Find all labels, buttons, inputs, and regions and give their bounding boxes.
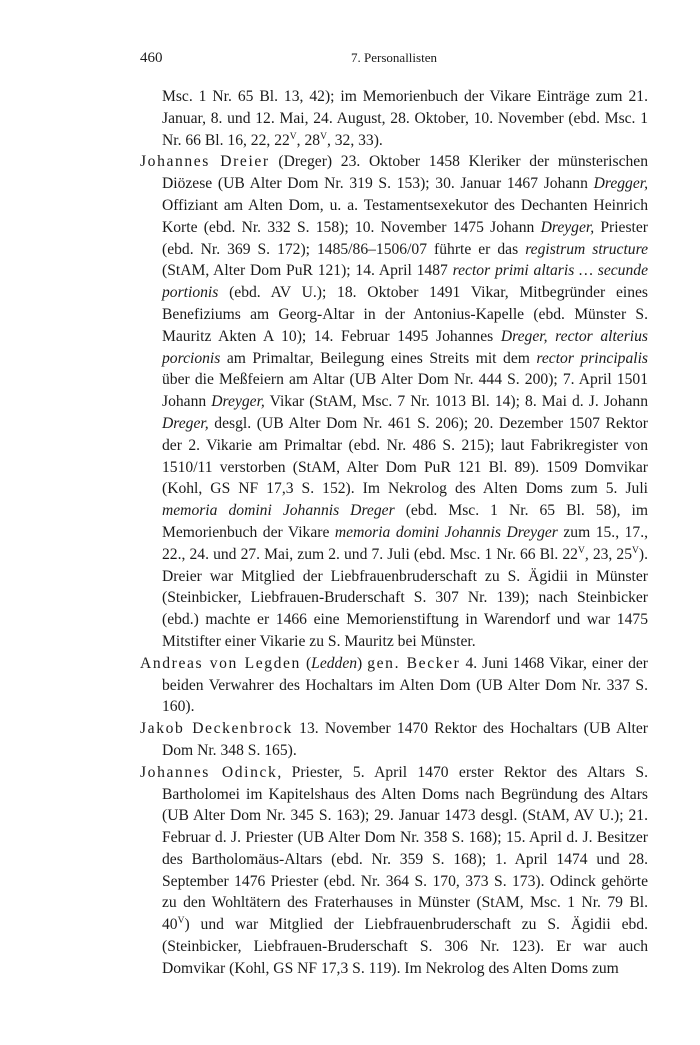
running-head: 7. Personallisten	[351, 50, 437, 65]
page-number: 460	[140, 50, 163, 66]
person-entry	[140, 762, 648, 980]
body-text	[140, 86, 648, 980]
entry-text: ). Dreier war Mitglied der Liebfrauenbruderschaft zu S. Ägidii in Münster (Steinbicker, Liebfrauen-Bruderschaft S. 307 Nr. 139); nach Steinbicker (ebd.) machte er 1466 eine Memorienstiftung in Warendorf und war 1475 Mitstifter einer Vikarie zu S. Mauritz bei Münster.	[162, 545, 648, 650]
entry-text: (Dreger) 23. Oktober 1458 Kleriker der münsterischen Diözese (UB Alter Dom Nr. 319 S. 153); 30. Januar 1467 Johann	[162, 153, 648, 193]
italic-text: rector principalis	[536, 349, 648, 367]
superscript: V	[632, 545, 639, 556]
entry-text: , 28	[296, 131, 321, 149]
entry-text: Msc. 1 Nr. 65 Bl. 13, 42); im Memorienbuch der Vikare Einträge zum 21. Januar, 8. und 12. Mai, 24. August, 28. Oktober, 10. November (ebd. Msc. 1 Nr. 66 Bl. 16, 22, 22	[162, 88, 648, 149]
entry-text: (ebd. Msc. 1 Nr. 65 Bl. 58), im Memorienbuch der Vikare	[162, 502, 649, 541]
superscript: V	[320, 131, 327, 142]
italic-text: Dregger,	[593, 175, 648, 193]
person-name: Johannes Dreier	[140, 153, 270, 171]
superscript: V	[577, 545, 585, 556]
person-entry	[140, 653, 648, 718]
italic-text: Dreyger,	[211, 393, 265, 411]
entry-text: am Primaltar, Beilegung eines Streits mit dem	[220, 349, 537, 367]
italic-text: Dreyger,	[540, 218, 595, 236]
person-name: Andreas von Legden	[140, 654, 301, 672]
person-entry	[140, 151, 648, 652]
person-entry	[140, 718, 648, 762]
entry-text: desgl. (UB Alter Dom Nr. 461 S. 206); 20. Dezember 1507 Rektor der 2. Vikarie am Primaltar (ebd. Nr. 486 S. 215); laut Fabrikregister von 1510/11 verstorben (StAM, Alter Dom PuR 121 Bl. 89). 1509 Domvikar (Kohl, GS NF 17,3 S. 152). Im Nekrolog des Alten Doms zum 5. Juli	[162, 414, 648, 498]
superscript: V	[177, 916, 185, 927]
entry-text: , 23, 25	[584, 545, 633, 563]
entry-text: (	[300, 654, 312, 672]
entry-text: , Priester, 5. April 1470 erster Rektor des Altars S. Bartholomei im Kapitelshaus des Alten Doms nach Begründung des Altars (UB Alter Dom Nr. 345 S. 163); 29. Januar 1473 desgl. (StAM, AV U.); 21. Februar d. J. Priester (UB Alter Dom Nr. 358 S. 168); 15. April d. J. Besitzer des Bartholomäus-Altars (ebd. Nr. 359 S. 168); 1. April 1474 und 28. September 1476 Priester (ebd. Nr. 364 S. 170, 373 S. 173). Odinck gehörte zu den Wohltätern des Fraterhauses in Münster (StAM, Msc. 1 Nr. 79 Bl. 40	[162, 763, 648, 934]
italic-text: memoria domini Johannis Dreger	[162, 502, 395, 520]
entry-text: über die Meßfeiern am Altar (UB Alter Dom Nr. 444 S. 200); 7. April 1501 Johann	[162, 371, 648, 411]
italic-text: rector primi altaris … secunde portionis	[162, 262, 648, 302]
entry-text: zum 15., 17., 22., 24. und 27. Mai, zum 2. und 7. Juli (ebd. Msc. 1 Nr. 66 Bl. 22	[162, 523, 648, 563]
entry-text: (ebd. AV U.); 18. Oktober 1491 Vikar, Mitbegründer eines Benefiziums am Georg-Altar in der Antonius-Kapelle (ebd. Münster S. Mauritz Akten A 10); 14. Februar 1495 Johannes	[162, 284, 648, 345]
entry-text: )	[357, 654, 368, 672]
entry-text: ) und war Mitglied der Liebfrauenbruderschaft zu S. Ägidii ebd. (Steinbicker, Liebfrauen-Bruderschaft S. 306 Nr. 123). Er war auch Domvikar (Kohl, GS NF 17,3 S. 119). Im Nekrolog des Alten Doms zum	[162, 916, 648, 977]
entry-text: (StAM, Alter Dom PuR 121); 14. April 1487	[162, 262, 453, 280]
entry-text: Offiziant am Alten Dom, u. a. Testamentsexekutor des Dechanten Heinrich Korte (ebd. Nr. 332 S. 158); 10. November 1475 Johann	[162, 196, 648, 236]
entry-text: Vikar (StAM, Msc. 7 Nr. 1013 Bl. 14); 8. Mai d. J. Johann	[264, 393, 649, 411]
italic-text: Dreger,	[162, 414, 209, 432]
entry-text: Priester (ebd. Nr. 369 S. 172); 1485/86–1506/07 führte er das	[162, 218, 648, 258]
italic-text: Ledden	[311, 654, 358, 672]
person-name: Jakob Deckenbrock	[140, 720, 293, 738]
entry-text: 13. November 1470 Rektor des Hochaltars (UB Alter Dom Nr. 348 S. 165).	[162, 720, 648, 759]
entry-text: 4. Juni 1468 Vikar, einer der beiden Verwahrer des Hochaltars im Alten Dom (UB Alter Dom Nr. 337 S. 160).	[162, 654, 648, 716]
superscript: V	[289, 131, 297, 142]
entry-text: , 32, 33).	[326, 131, 383, 149]
person-name: Johannes Odinck	[140, 763, 278, 781]
italic-text: memoria domini Johannis Dreyger	[334, 523, 558, 541]
italic-text: Dreger, rector alterius porcionis	[162, 327, 648, 367]
entry-text: gen. Becker	[367, 654, 461, 672]
page-header	[140, 50, 648, 72]
entry-continuation	[140, 86, 648, 151]
italic-text: registrum structure	[525, 240, 648, 258]
